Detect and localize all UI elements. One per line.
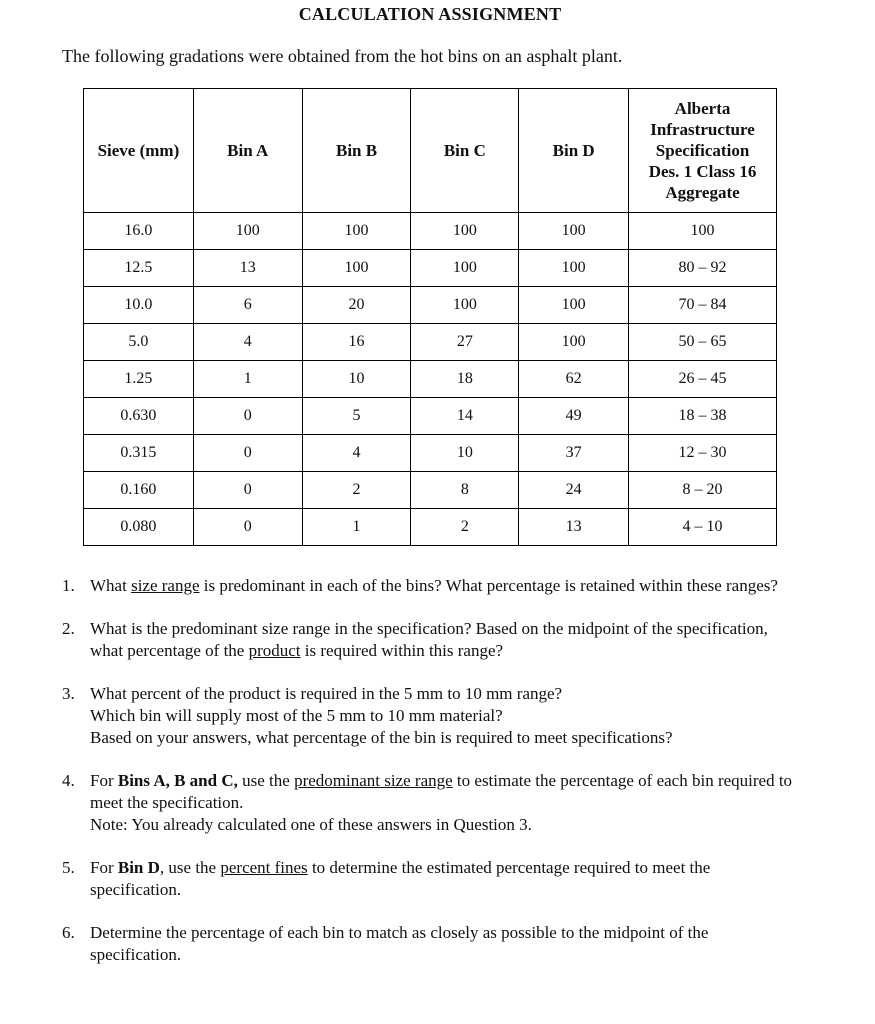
question-text: to determine the estimated percentage required to meet the specification.	[90, 858, 711, 899]
question-4	[60, 770, 800, 836]
cell-bin-a: 0	[193, 435, 302, 472]
question-line: Based on your answers, what percentage of the bin is required to meet specifications?	[90, 728, 673, 747]
question-text: use the	[237, 771, 295, 790]
table-row	[84, 435, 777, 472]
cell-bin-b: 1	[302, 509, 411, 546]
cell-bin-a: 1	[193, 361, 302, 398]
table-row	[84, 509, 777, 546]
question-line: Which bin will supply most of the 5 mm to 10 mm material?	[90, 706, 503, 725]
cell-sieve: 16.0	[84, 213, 194, 250]
cell-bin-b: 16	[302, 324, 411, 361]
cell-spec: 100	[629, 213, 777, 250]
cell-bin-d: 24	[519, 472, 629, 509]
gradation-table	[83, 88, 777, 546]
question-number: 1.	[62, 576, 75, 595]
table-row	[84, 287, 777, 324]
cell-bin-d: 100	[519, 250, 629, 287]
question-2	[60, 618, 800, 662]
cell-bin-b: 4	[302, 435, 411, 472]
cell-bin-d: 62	[519, 361, 629, 398]
cell-bin-a: 100	[193, 213, 302, 250]
underlined-term: product	[248, 641, 301, 660]
cell-sieve: 1.25	[84, 361, 194, 398]
cell-bin-c: 18	[411, 361, 519, 398]
cell-bin-d: 100	[519, 324, 629, 361]
cell-spec: 4 – 10	[629, 509, 777, 546]
question-line: What percent of the product is required in the 5 mm to 10 mm range?	[90, 684, 563, 703]
spec-header-line: Specification	[655, 141, 750, 160]
question-text: , use the	[159, 858, 221, 877]
question-number: 4.	[62, 771, 75, 790]
question-number: 2.	[62, 619, 75, 638]
cell-bin-b: 100	[302, 213, 411, 250]
bold-term: Bin D	[117, 858, 160, 877]
cell-sieve: 0.080	[84, 509, 194, 546]
header-bin-d: Bin D	[519, 89, 629, 213]
cell-spec: 80 – 92	[629, 250, 777, 287]
cell-bin-a: 4	[193, 324, 302, 361]
spec-header-line: Aggregate	[665, 183, 740, 202]
header-specification	[629, 89, 777, 213]
question-text: For	[90, 771, 118, 790]
cell-spec: 12 – 30	[629, 435, 777, 472]
cell-spec: 8 – 20	[629, 472, 777, 509]
table-row	[84, 398, 777, 435]
cell-bin-d: 37	[519, 435, 629, 472]
cell-bin-b: 2	[302, 472, 411, 509]
question-1	[60, 575, 800, 597]
spec-header-line: Alberta	[674, 99, 731, 118]
question-number: 6.	[62, 923, 75, 942]
cell-bin-a: 0	[193, 472, 302, 509]
cell-sieve: 10.0	[84, 287, 194, 324]
cell-bin-d: 49	[519, 398, 629, 435]
cell-spec: 18 – 38	[629, 398, 777, 435]
cell-bin-a: 0	[193, 509, 302, 546]
question-text: For	[90, 858, 118, 877]
page-title: CALCULATION ASSIGNMENT	[298, 4, 562, 24]
cell-bin-c: 2	[411, 509, 519, 546]
spec-header-line: Infrastructure	[650, 120, 755, 139]
table-row	[84, 324, 777, 361]
spec-header-line: Des. 1 Class 16	[648, 162, 757, 181]
question-text: What	[90, 576, 132, 595]
cell-sieve: 0.630	[84, 398, 194, 435]
cell-bin-a: 0	[193, 398, 302, 435]
cell-bin-b: 5	[302, 398, 411, 435]
bold-term: Bins A, B and C,	[117, 771, 238, 790]
cell-bin-a: 6	[193, 287, 302, 324]
cell-bin-c: 100	[411, 250, 519, 287]
cell-bin-c: 100	[411, 213, 519, 250]
cell-bin-b: 100	[302, 250, 411, 287]
question-list	[60, 575, 800, 987]
header-bin-b: Bin B	[302, 89, 411, 213]
question-text: What is the predominant size range in the specification? Based on the midpoint of the specification, what percentage of the	[90, 619, 768, 660]
cell-bin-c: 10	[411, 435, 519, 472]
cell-sieve: 0.315	[84, 435, 194, 472]
underlined-term: predominant size range	[294, 771, 453, 790]
cell-bin-b: 20	[302, 287, 411, 324]
cell-sieve: 12.5	[84, 250, 194, 287]
header-bin-a: Bin A	[193, 89, 302, 213]
question-note: Note: You already calculated one of these answers in Question 3.	[90, 815, 532, 834]
table-row	[84, 361, 777, 398]
cell-bin-d: 100	[519, 213, 629, 250]
question-6	[60, 922, 800, 966]
cell-bin-c: 27	[411, 324, 519, 361]
underlined-term: percent fines	[220, 858, 308, 877]
cell-spec: 70 – 84	[629, 287, 777, 324]
header-bin-c: Bin C	[411, 89, 519, 213]
cell-bin-c: 100	[411, 287, 519, 324]
question-text: Determine the percentage of each bin to match as closely as possible to the midpoint of the specification.	[90, 923, 709, 964]
question-3	[60, 683, 800, 749]
question-number: 3.	[62, 684, 75, 703]
question-text: is predominant in each of the bins? What percentage is retained within these ranges?	[199, 576, 778, 595]
table-row	[84, 213, 777, 250]
cell-bin-c: 8	[411, 472, 519, 509]
cell-bin-b: 10	[302, 361, 411, 398]
header-sieve: Sieve (mm)	[84, 89, 194, 213]
cell-sieve: 0.160	[84, 472, 194, 509]
cell-spec: 26 – 45	[629, 361, 777, 398]
cell-spec: 50 – 65	[629, 324, 777, 361]
cell-sieve: 5.0	[84, 324, 194, 361]
question-text: to estimate the percentage of each bin required to meet the specification.	[90, 771, 793, 812]
cell-bin-a: 13	[193, 250, 302, 287]
cell-bin-d: 100	[519, 287, 629, 324]
question-5	[60, 857, 800, 901]
cell-bin-d: 13	[519, 509, 629, 546]
underlined-term: size range	[131, 576, 200, 595]
table-row	[84, 250, 777, 287]
question-text: is required within this range?	[300, 641, 504, 660]
table-header-row	[84, 89, 777, 213]
intro-text: The following gradations were obtained from the hot bins on an asphalt plant.	[62, 46, 623, 66]
table-row	[84, 472, 777, 509]
question-number: 5.	[62, 858, 75, 877]
cell-bin-c: 14	[411, 398, 519, 435]
